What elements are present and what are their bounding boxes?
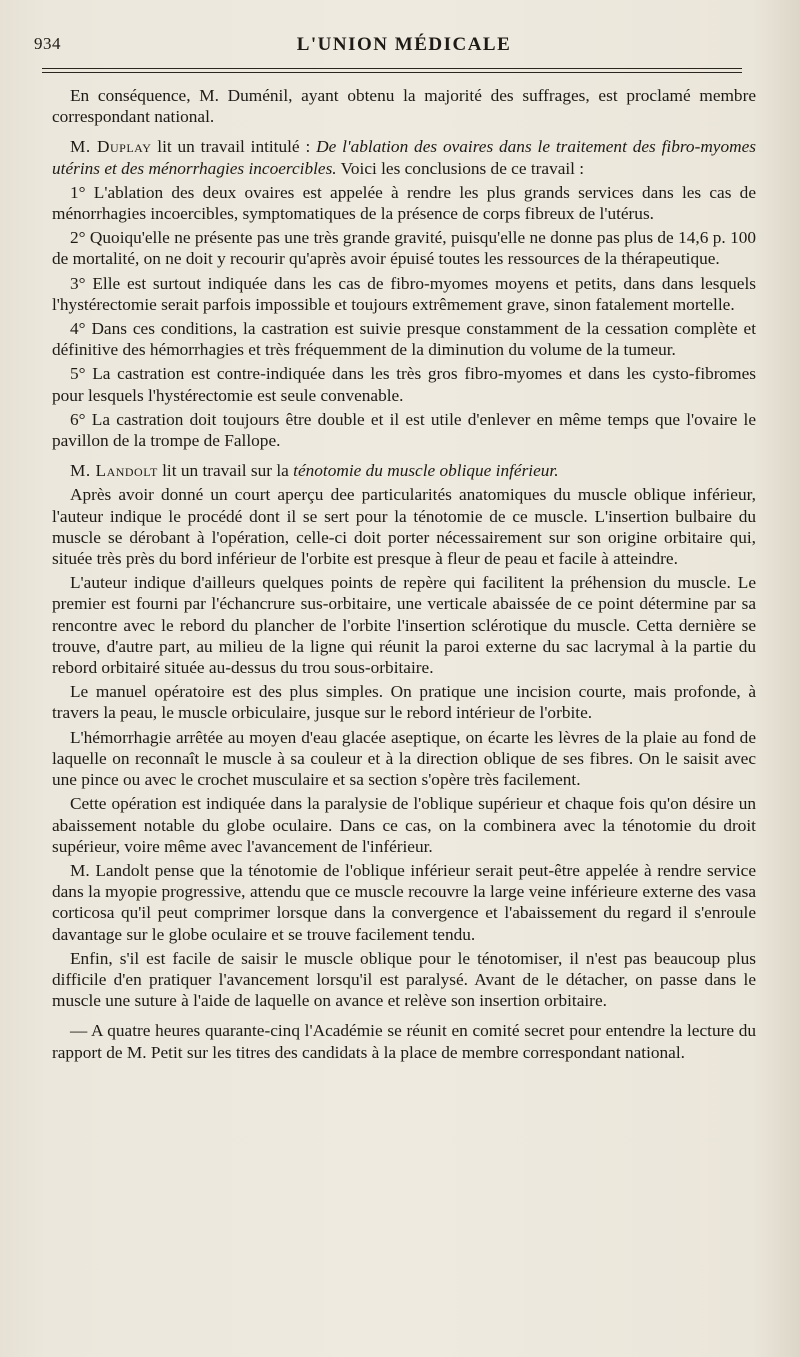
- paragraph-advancement: Enfin, s'il est facile de saisir le muscle oblique pour le ténotomiser, il n'est pas beaucoup plus difficile d'en pratiquer l'avancement lorsqu'il est paralysé. Avant de le détacher, on passe dans le muscle une suture à l'aide de laquelle on avance et relève son insertion orbitaire.: [52, 948, 756, 1011]
- intro-lead: lit un travail sur la: [157, 461, 294, 481]
- header-rule: [42, 68, 742, 73]
- page-number: 934: [34, 34, 61, 53]
- conclusion-5: 5° La castration est contre-indiquée dans les très gros fibro-myomes et dans les cysto-fibromes pour lesquels l'hystérectomie est seule convenable.: [52, 364, 756, 405]
- work-title: De l'ablation des ovaires dans le traitement des fibro-myomes utérins et des ménorrhagies incoercibles.: [52, 137, 756, 178]
- journal-title: L'UNION MÉDICALE: [296, 34, 512, 55]
- conclusion-3: 3° Elle est surtout indiquée dans les cas de fibro-myomes moyens et petits, dans dans lesquels l'hystérectomie serait parfois impossible et toujours extrêmement grave, sinon fatalement mortelle.: [52, 273, 756, 314]
- paragraph-procedure: Le manuel opératoire est des plus simples. On pratique une incision courte, mais profonde, à travers la peau, le muscle orbiculaire, jusque sur le rebord intérieur de l'orbite.: [52, 682, 756, 723]
- work-title: ténotomie du muscle oblique inférieur.: [293, 461, 559, 481]
- article-body: [52, 85, 756, 1063]
- conclusion-4: 4° Dans ces conditions, la castration est suivie presque constamment de la cessation complète et définitive des hémorrhagies et très fréquemment de la diminution du volume de la tumeur.: [52, 319, 756, 360]
- paragraph-duplay-intro: [52, 136, 756, 178]
- paragraph-election-result: En conséquence, M. Duménil, ayant obtenu la majorité des suffrages, est proclamé membre correspondant national.: [52, 86, 756, 127]
- paragraph-hemorrhage: L'hémorrhagie arrêtée au moyen d'eau glacée aseptique, on écarte les lèvres de la plaie au fond de laquelle on reconnaît le muscle à sa couleur et à la direction oblique de ses fibres. On le saisit avec une pince ou avec le crochet musculaire et sa section s'opère très facilement.: [52, 727, 756, 790]
- conclusion-2: 2° Quoiqu'elle ne présente pas une très grande gravité, puisqu'elle ne donne pas plus de 14,6 p. 100 de mortalité, on ne doit y recourir qu'après avoir épuisé toutes les ressources de la thérapeutique.: [52, 228, 756, 269]
- intro-tail: Voici les conclusions de ce travail :: [336, 158, 585, 178]
- conclusion-1: 1° L'ablation des deux ovaires est appelée à rendre les plus grands services dans les cas de ménorrhagies incoercibles, symptomatiques de la présence de corps fibreux de l'utérus.: [52, 182, 756, 224]
- paragraph-landmarks: L'auteur indique d'ailleurs quelques points de repère qui facilitent la préhension du muscle. Le premier est fourni par l'échancrure sus-orbitaire, une verticale abaissée de ce point détermine par sa rencontre avec le rebord du plancher de l'orbite l'insertion sclérotique du muscle. Cetta dernière se trouve, d'autre part, au milieu de la ligne qui réunit la paroi externe du sac lacrymal à la partie du rebord orbitairé située au-dessus du trou sous-orbitaire.: [52, 573, 756, 678]
- paragraph-anatomy: Après avoir donné un court aperçu dee particularités anatomiques du muscle oblique inférieur, l'auteur indique le procédé dont il se sert pour la ténotomie de ce muscle. L'insertion bulbaire du muscle se dérobant à l'opération, celle-ci doit porter nécessairement sur son origine orbitaire qui, située très près du bord inférieur de l'orbite est presque à fleur de peau et facile à atteindre.: [52, 485, 756, 569]
- page-header: [34, 30, 756, 58]
- paragraph-landolt-intro: [52, 460, 756, 481]
- speaker-name: M. Landolt: [70, 461, 158, 481]
- paragraph-indications: Cette opération est indiquée dans la paralysie de l'oblique supérieur et chaque fois qu'on désire un abaissement notable du globe oculaire. Dans ce cas, on la combinera avec la ténotomie du droit supérieur, voire même avec l'avancement de l'inférieur.: [52, 794, 756, 856]
- paragraph-myopia: M. Landolt pense que la ténotomie de l'oblique inférieur serait peut-être appelée à rendre service dans la myopie progressive, attendu que ce muscle recouvre la large veine inférieure externe des vasa corticosa qu'il peut comprimer lorsque dans la convergence et l'abaissement du regard il s'enroule davantage sur le globe oculaire et se trouve facilement tendu.: [52, 860, 756, 944]
- paragraph-secret-committee: — A quatre heures quarante-cinq l'Académie se réunit en comité secret pour entendre la lecture du rapport de M. Petit sur les titres des candidats à la place de membre correspondant national.: [52, 1021, 756, 1062]
- speaker-name: M. Duplay: [70, 137, 152, 157]
- conclusion-6: 6° La castration doit toujours être double et il est utile d'enlever en même temps que l'ovaire le pavillon de la trompe de Fallope.: [52, 409, 756, 451]
- intro-lead: lit un travail intitulé :: [151, 137, 317, 157]
